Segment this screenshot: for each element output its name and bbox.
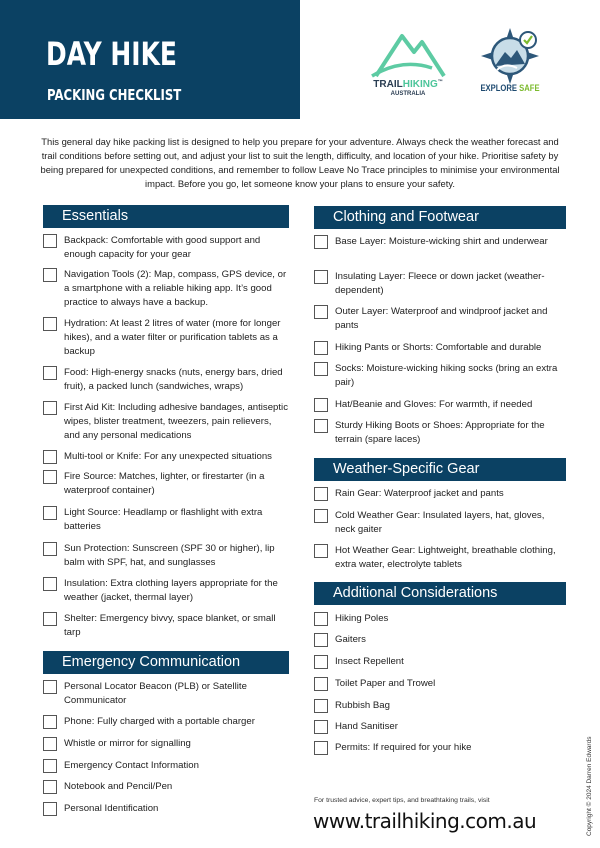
page-subtitle: PACKING CHECKLIST (47, 86, 182, 104)
checkbox[interactable] (43, 780, 57, 794)
section-header-weather: Weather-Specific Gear (314, 458, 566, 481)
checklist-item[interactable] (43, 317, 289, 359)
checkbox[interactable] (43, 366, 57, 380)
checkbox[interactable] (43, 506, 57, 520)
section-header-additional: Additional Considerations (314, 582, 566, 605)
checkbox[interactable] (43, 542, 57, 556)
checklist-item[interactable] (314, 487, 566, 501)
checkbox[interactable] (314, 612, 328, 626)
checkbox[interactable] (43, 737, 57, 751)
checklist-item-label: Cold Weather Gear: Insulated layers, hat, gloves, neck gaiter (335, 510, 545, 535)
checklist-item[interactable] (43, 802, 289, 816)
checklist-item[interactable] (43, 401, 289, 443)
section-header-emergency: Emergency Communication (43, 651, 289, 674)
checkbox[interactable] (43, 577, 57, 591)
checklist-item[interactable] (314, 341, 566, 355)
copyright-text: Copyright © 2024 Darren Edwards (586, 736, 593, 836)
checkbox[interactable] (314, 509, 328, 523)
checklist-item[interactable] (314, 633, 566, 647)
checklist-item[interactable] (43, 715, 289, 729)
trailhiking-wordmark: TRAILHIKING™ (373, 79, 443, 90)
checklist-item-label: Fire Source: Matches, lighter, or firestarter (in a waterproof container) (64, 471, 265, 496)
checklist-item[interactable] (314, 655, 566, 669)
checklist-item-label: Hydration: At least 2 litres of water (more for longer hikes), and a water filter or purification tablets as a backup (64, 318, 281, 357)
exploresafe-wordmark: EXPLORE SAFE (480, 83, 540, 93)
checklist-item-label: Shelter: Emergency bivvy, space blanket, or small tarp (64, 613, 276, 638)
exploresafe-logo (475, 28, 545, 96)
checkbox[interactable] (314, 655, 328, 669)
section-header-essentials: Essentials (43, 205, 289, 228)
checklist-item[interactable] (314, 699, 566, 713)
checklist-item-label: Socks: Moisture-wicking hiking socks (bring an extra pair) (335, 363, 558, 388)
checklist-item[interactable] (43, 612, 289, 640)
checklist-item-label: Outer Layer: Waterproof and windproof jacket and pants (335, 306, 548, 331)
checklist-item-label: Rain Gear: Waterproof jacket and pants (335, 488, 504, 499)
checklist-item[interactable] (43, 234, 289, 262)
checkbox[interactable] (43, 401, 57, 415)
checkbox[interactable] (43, 715, 57, 729)
checklist-item-label: Backpack: Comfortable with good support and enough capacity for your gear (64, 235, 261, 260)
checklist-item[interactable] (43, 680, 289, 708)
checkbox[interactable] (43, 759, 57, 773)
checklist-item-label: Insulating Layer: Fleece or down jacket (weather-dependent) (335, 271, 545, 296)
page-title: DAY HIKE (46, 35, 177, 73)
checkbox[interactable] (43, 234, 57, 248)
checklist-item-label: First Aid Kit: Including adhesive bandages, antiseptic wipes, blister treatment, tweezers, pain relievers, and any personal medications (64, 402, 288, 441)
checkbox[interactable] (43, 317, 57, 331)
checklist-item-label: Hand Sanitiser (335, 721, 398, 732)
checklist-item-label: Insulation: Extra clothing layers appropriate for the weather (jacket, thermal layer) (64, 578, 278, 603)
checklist-item-label: Personal Locator Beacon (PLB) or Satellite Communicator (64, 681, 247, 706)
header-banner (0, 0, 300, 119)
intro-paragraph: This general day hike packing list is designed to help you prepare for your adventure. Always check the weather forecast and trail conditions before setting out, and adjust your list to suit the length, difficulty, and location of your hike. Prioritise safety by being prepared for unexpected conditions, and remember to follow Leave No Trace principles to minimise your environmental impact. Before you go, let someone know your plans to ensure your safety. (40, 136, 560, 189)
checklist-item-label: Insect Repellent (335, 656, 404, 667)
checklist-item[interactable] (43, 737, 289, 751)
mountain-icon (362, 28, 454, 80)
checkbox[interactable] (314, 633, 328, 647)
checklist-item[interactable] (314, 720, 566, 734)
checkbox[interactable] (314, 720, 328, 734)
checkbox[interactable] (314, 419, 328, 433)
checklist-item-label: Multi-tool or Knife: For any unexpected situations (64, 451, 272, 462)
checkbox[interactable] (314, 544, 328, 558)
checkbox[interactable] (314, 741, 328, 755)
checklist-item[interactable] (314, 362, 566, 390)
checklist-item-label: Hat/Beanie and Gloves: For warmth, if needed (335, 399, 533, 410)
footer-note: For trusted advice, expert tips, and breathtaking trails, visit (314, 797, 490, 804)
checklist-item-label: Notebook and Pencil/Pen (64, 781, 173, 792)
checklist-item[interactable] (43, 470, 289, 498)
footer-url-link[interactable]: www.trailhiking.com.au (313, 809, 537, 833)
checklist-item-label: Base Layer: Moisture-wicking shirt and underwear (335, 236, 548, 247)
checklist-item-label: Phone: Fully charged with a portable charger (64, 716, 255, 727)
checklist-item[interactable] (314, 270, 566, 298)
checkbox[interactable] (314, 677, 328, 691)
checklist-item-label: Hot Weather Gear: Lightweight, breathable clothing, extra water, electrolyte tablets (335, 545, 556, 570)
checklist-item[interactable] (43, 542, 289, 570)
checklist-item-label: Emergency Contact Information (64, 760, 199, 771)
checklist-item-label: Permits: If required for your hike (335, 742, 472, 753)
checklist-item[interactable] (43, 577, 289, 605)
checklist-item-label: Light Source: Headlamp or flashlight with extra batteries (64, 507, 263, 532)
compass-check-icon (475, 28, 545, 84)
checkbox[interactable] (314, 362, 328, 376)
checkbox[interactable] (314, 341, 328, 355)
checkbox[interactable] (43, 268, 57, 282)
trailhiking-logo (362, 28, 454, 96)
checklist-item-label: Navigation Tools (2): Map, compass, GPS device, or a smartphone with a reliable hiking app. It’s good practice to always have a backup. (64, 269, 287, 308)
checklist-item-label: Food: High-energy snacks (nuts, energy bars, dried fruit), a packed lunch (sandwiches, wraps) (64, 367, 283, 392)
checkbox[interactable] (43, 450, 57, 464)
checklist-item[interactable] (43, 268, 289, 310)
checklist-item[interactable] (43, 506, 289, 534)
checklist-item-label: Sturdy Hiking Boots or Shoes: Appropriate for the terrain (spare laces) (335, 420, 545, 445)
checkbox[interactable] (43, 680, 57, 694)
checklist-item-label: Personal Identification (64, 803, 159, 814)
checklist-item-label: Whistle or mirror for signalling (64, 738, 191, 749)
checklist-item[interactable] (314, 419, 566, 447)
checkbox[interactable] (314, 235, 328, 249)
checklist-item[interactable] (314, 677, 566, 691)
checklist-item[interactable] (314, 544, 566, 572)
checklist-item[interactable] (43, 366, 289, 394)
checklist-item[interactable] (314, 509, 566, 537)
checkbox[interactable] (314, 270, 328, 284)
section-header-clothing: Clothing and Footwear (314, 206, 566, 229)
checkbox[interactable] (314, 699, 328, 713)
checkbox[interactable] (314, 487, 328, 501)
checklist-item-label: Hiking Pants or Shorts: Comfortable and durable (335, 342, 542, 353)
checklist-item-label: Toilet Paper and Trowel (335, 678, 436, 689)
checklist-item[interactable] (43, 759, 289, 773)
checklist-item-label: Sun Protection: Sunscreen (SPF 30 or higher), lip balm with SPF, hat, and sunglasses (64, 543, 275, 568)
checkbox[interactable] (314, 305, 328, 319)
trailhiking-sub: AUSTRALIA (390, 91, 426, 97)
checklist-item[interactable] (314, 235, 566, 249)
checkbox[interactable] (43, 802, 57, 816)
checklist-item-label: Hiking Poles (335, 613, 389, 624)
checklist-item-label: Rubbish Bag (335, 700, 390, 711)
checklist-item[interactable] (43, 450, 289, 464)
checklist-item[interactable] (314, 741, 566, 755)
checklist-item[interactable] (43, 780, 289, 794)
checkbox[interactable] (43, 470, 57, 484)
checklist-item-label: Gaiters (335, 634, 366, 645)
checkbox[interactable] (314, 398, 328, 412)
checklist-item[interactable] (314, 612, 566, 626)
checklist-item[interactable] (314, 398, 566, 412)
checkbox[interactable] (43, 612, 57, 626)
checklist-item[interactable] (314, 305, 566, 333)
